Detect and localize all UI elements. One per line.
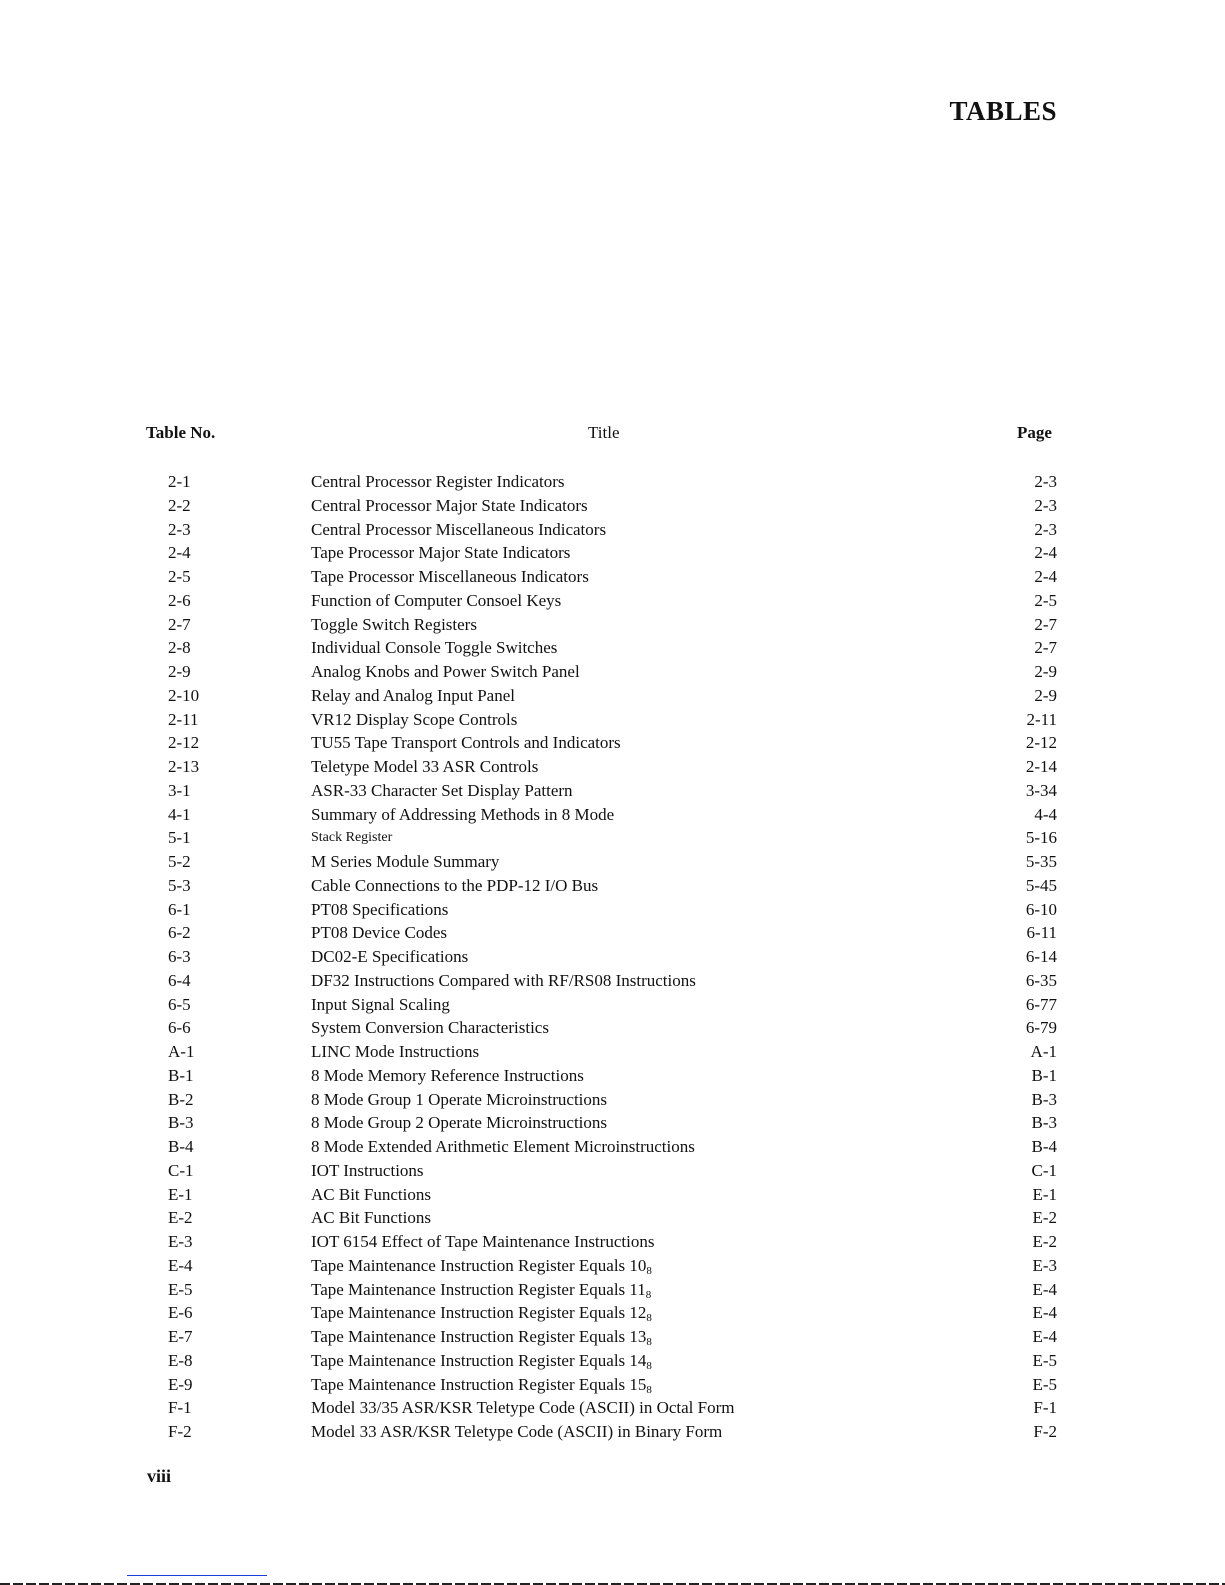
table-row: [0, 993, 1225, 1017]
table-row: [0, 565, 1225, 589]
table-row: [0, 779, 1225, 803]
table-title: [311, 874, 598, 898]
table-title-text: Summary of Addressing Methods in 8 Mode: [311, 804, 615, 824]
table-row: [0, 874, 1225, 898]
table-row: [0, 1278, 1225, 1302]
table-title-text: PT08 Device Codes: [311, 923, 447, 943]
table-number: 2-10: [168, 685, 200, 705]
table-title: [311, 1349, 652, 1373]
table-page: 2-7: [1034, 614, 1057, 634]
table-number: B-1: [168, 1065, 194, 1085]
table-row: [0, 660, 1225, 684]
table-row: [0, 1206, 1225, 1230]
table-title-text: System Conversion Characteristics: [311, 1018, 549, 1038]
octal-subscript: 8: [645, 1288, 652, 1301]
table-title: [311, 1135, 695, 1159]
table-title-text: Central Processor Miscellaneous Indicators: [311, 519, 607, 539]
table-title: [311, 898, 448, 922]
table-row: [0, 1396, 1225, 1420]
table-title-text: M Series Module Summary: [311, 852, 500, 871]
table-title: [311, 731, 621, 755]
table-page: 2-7: [1034, 638, 1057, 658]
table-row: [0, 708, 1225, 732]
table-number: 5-2: [168, 852, 191, 871]
table-row: [0, 1254, 1225, 1278]
table-number: 6-2: [168, 923, 191, 943]
table-title-text: Tape Maintenance Instruction Register Equals 11: [311, 1279, 646, 1299]
table-page: E-5: [1032, 1374, 1057, 1394]
octal-subscript: 8: [646, 1312, 652, 1325]
table-title: [311, 993, 450, 1017]
table-number: 5-3: [168, 875, 191, 895]
table-title-text: 8 Mode Memory Reference Instructions: [311, 1065, 584, 1085]
table-page: 5-16: [1025, 828, 1057, 848]
table-row: [0, 684, 1225, 708]
table-list: [0, 470, 1225, 1444]
table-number: 2-4: [168, 543, 191, 563]
table-title-text: Tape Processor Major State Indicators: [311, 543, 571, 563]
table-title: [311, 1159, 424, 1183]
table-page: B-3: [1031, 1113, 1057, 1133]
table-number: 2-7: [168, 614, 191, 634]
table-title: [311, 613, 477, 637]
table-row: [0, 1183, 1225, 1207]
table-title: [311, 1040, 479, 1064]
table-page: 2-4: [1034, 567, 1057, 586]
table-number: B-3: [168, 1113, 194, 1133]
page-heading: TABLES: [949, 96, 1057, 126]
table-title: [311, 945, 468, 969]
table-number: 6-3: [168, 947, 191, 966]
table-title-text: Tape Maintenance Instruction Register Equals 13: [311, 1327, 647, 1346]
table-page: 6-10: [1025, 899, 1057, 919]
table-title-text: DF32 Instructions Compared with RF/RS08 Instructions: [311, 970, 696, 990]
table-row: [0, 1040, 1225, 1064]
table-page: 2-14: [1025, 757, 1057, 776]
table-row: [0, 803, 1225, 827]
table-title-text: 8 Mode Group 2 Operate Microinstructions: [311, 1113, 608, 1133]
column-header-table-no: Table No.: [146, 423, 216, 442]
table-number: E-1: [168, 1184, 193, 1204]
table-title: [311, 494, 588, 518]
table-row: [0, 1349, 1225, 1373]
table-row: [0, 1159, 1225, 1183]
page-number: viii: [147, 1466, 172, 1486]
table-number: E-2: [168, 1208, 193, 1228]
table-title: [311, 850, 499, 874]
octal-subscript: 8: [646, 1383, 652, 1396]
table-number: 2-11: [168, 709, 199, 729]
table-page: 6-77: [1025, 994, 1057, 1014]
table-title-text: Tape Processor Miscellaneous Indicators: [311, 567, 589, 586]
table-title: [311, 1230, 654, 1254]
table-row: [0, 850, 1225, 874]
table-title-text: Stack Register: [311, 830, 393, 846]
table-number: 4-1: [168, 804, 191, 824]
table-row: [0, 636, 1225, 660]
table-page: F-2: [1033, 1422, 1057, 1441]
table-title-text: Central Processor Major State Indicators: [311, 495, 588, 515]
table-title: [311, 1278, 651, 1302]
table-page: 2-9: [1034, 662, 1057, 681]
table-title-text: Central Processor Register Indicators: [311, 472, 565, 491]
table-number: 2-9: [168, 662, 191, 681]
table-page: B-1: [1031, 1065, 1057, 1085]
table-number: 2-1: [168, 472, 191, 491]
table-row: [0, 1016, 1225, 1040]
table-title: [311, 1064, 584, 1088]
table-title-text: Teletype Model 33 ASR Controls: [311, 757, 539, 776]
table-number: E-6: [168, 1303, 193, 1323]
table-page: E-4: [1032, 1279, 1057, 1299]
table-title: [311, 1420, 722, 1444]
scan-artifact-line: [127, 1575, 267, 1576]
table-page: E-4: [1032, 1327, 1057, 1346]
table-title: [311, 636, 557, 660]
table-title: [311, 803, 614, 827]
table-number: C-1: [168, 1160, 194, 1180]
table-row: [0, 826, 1225, 850]
table-title-text: DC02-E Specifications: [311, 947, 469, 966]
table-page: 6-14: [1025, 947, 1057, 966]
table-page: 2-3: [1034, 495, 1057, 515]
column-header-page: Page: [1017, 423, 1052, 442]
table-title: [311, 1373, 652, 1397]
table-page: 2-9: [1034, 685, 1057, 705]
table-page: 6-35: [1025, 970, 1057, 990]
table-row: [0, 1088, 1225, 1112]
table-page: 2-11: [1026, 709, 1057, 729]
table-title-text: Tape Maintenance Instruction Register Equals 15: [311, 1374, 647, 1394]
table-number: E-5: [168, 1279, 193, 1299]
table-number: 6-5: [168, 994, 191, 1014]
table-title-text: VR12 Display Scope Controls: [311, 709, 518, 729]
table-number: E-3: [168, 1232, 193, 1251]
table-title: [311, 684, 515, 708]
table-number: F-1: [168, 1398, 192, 1418]
table-title: [311, 660, 580, 684]
table-title-text: 8 Mode Group 1 Operate Microinstructions: [311, 1089, 608, 1109]
table-page: E-3: [1032, 1255, 1057, 1275]
table-page: 4-4: [1034, 804, 1057, 824]
table-row: [0, 945, 1225, 969]
table-title: [311, 1111, 607, 1135]
table-page: E-2: [1032, 1208, 1057, 1228]
table-title-text: Function of Computer Consoel Keys: [311, 590, 562, 610]
table-row: [0, 969, 1225, 993]
table-title: [311, 1301, 652, 1325]
table-page: 2-4: [1034, 543, 1057, 563]
table-title: [311, 565, 589, 589]
table-row: [0, 1064, 1225, 1088]
table-row: [0, 494, 1225, 518]
table-number: 2-2: [168, 495, 191, 515]
table-title-text: 8 Mode Extended Arithmetic Element Microinstructions: [311, 1137, 695, 1156]
table-number: 2-6: [168, 590, 191, 610]
table-page: 6-79: [1025, 1018, 1057, 1038]
table-row: [0, 921, 1225, 945]
table-row: [0, 1325, 1225, 1349]
table-title-text: Tape Maintenance Instruction Register Equals 12: [311, 1303, 647, 1323]
table-title-text: Model 33/35 ASR/KSR Teletype Code (ASCII) in Octal Form: [311, 1398, 735, 1418]
octal-subscript: 8: [646, 1336, 652, 1348]
table-row: [0, 470, 1225, 494]
table-number: 3-1: [168, 780, 191, 800]
table-row: [0, 589, 1225, 613]
table-title: [311, 541, 570, 565]
table-number: 6-1: [168, 899, 191, 919]
table-title-text: Input Signal Scaling: [311, 994, 450, 1014]
table-page: C-1: [1031, 1160, 1057, 1180]
table-number: E-4: [168, 1255, 193, 1275]
table-title: [311, 1325, 652, 1349]
table-title-text: IOT 6154 Effect of Tape Maintenance Instructions: [311, 1232, 655, 1251]
table-title-text: LINC Mode Instructions: [311, 1042, 480, 1061]
table-row: [0, 731, 1225, 755]
table-row: [0, 1135, 1225, 1159]
table-title: [311, 1396, 734, 1420]
table-number: 5-1: [168, 828, 191, 848]
table-number: E-8: [168, 1350, 193, 1370]
table-row: [0, 755, 1225, 779]
table-title: [311, 779, 573, 803]
table-title-text: AC Bit Functions: [311, 1208, 431, 1228]
table-row: [0, 1111, 1225, 1135]
table-number: F-2: [168, 1422, 192, 1441]
table-row: [0, 1230, 1225, 1254]
table-number: 2-12: [168, 733, 200, 753]
table-page: F-1: [1033, 1398, 1057, 1418]
table-page: E-2: [1032, 1232, 1057, 1251]
table-title: [311, 969, 696, 993]
table-title: [311, 1088, 607, 1112]
table-title: [311, 1206, 431, 1230]
table-number: E-9: [168, 1374, 193, 1394]
table-title-text: IOT Instructions: [311, 1160, 424, 1180]
table-title-text: ASR-33 Character Set Display Pattern: [311, 780, 573, 800]
table-title: [311, 921, 447, 945]
table-number: E-7: [168, 1327, 193, 1346]
table-number: A-1: [168, 1042, 195, 1061]
table-page: 6-11: [1026, 923, 1057, 943]
table-number: B-2: [168, 1089, 194, 1109]
table-number: 6-6: [168, 1018, 191, 1038]
table-row: [0, 541, 1225, 565]
table-title-text: Toggle Switch Registers: [311, 614, 477, 634]
table-page: E-1: [1032, 1184, 1057, 1204]
table-page: 2-3: [1034, 519, 1057, 539]
octal-subscript: 8: [646, 1359, 652, 1372]
table-title-text: PT08 Specifications: [311, 899, 449, 919]
table-row: [0, 1301, 1225, 1325]
table-page: A-1: [1030, 1042, 1057, 1061]
column-header-title: Title: [588, 423, 620, 442]
octal-subscript: 8: [646, 1264, 652, 1277]
table-title: [311, 1183, 431, 1207]
table-page: 2-12: [1025, 733, 1057, 753]
table-number: 2-13: [168, 757, 200, 776]
table-title: [311, 755, 538, 779]
table-page: E-4: [1032, 1303, 1057, 1323]
table-row: [0, 1373, 1225, 1397]
table-title-text: TU55 Tape Transport Controls and Indicators: [311, 733, 621, 753]
table-page: 5-35: [1025, 852, 1057, 871]
table-title-text: Individual Console Toggle Switches: [311, 638, 558, 658]
table-number: 2-3: [168, 519, 191, 539]
table-title: [311, 589, 561, 613]
table-page: 5-45: [1025, 875, 1057, 895]
table-page: 2-5: [1034, 590, 1057, 610]
table-number: B-4: [168, 1137, 194, 1156]
table-page: E-5: [1032, 1350, 1057, 1370]
table-title-text: Relay and Analog Input Panel: [311, 685, 515, 705]
table-number: 2-5: [168, 567, 191, 586]
table-row: [0, 613, 1225, 637]
table-title-text: Tape Maintenance Instruction Register Equals 10: [311, 1255, 647, 1275]
table-title-text: Model 33 ASR/KSR Teletype Code (ASCII) in Binary Form: [311, 1422, 723, 1441]
table-page: B-3: [1031, 1089, 1057, 1109]
table-title-text: AC Bit Functions: [311, 1184, 431, 1204]
table-number: 2-8: [168, 638, 191, 658]
table-title-text: Cable Connections to the PDP-12 I/O Bus: [311, 875, 599, 895]
table-title: [311, 708, 517, 732]
table-page: B-4: [1031, 1137, 1057, 1156]
table-number: 6-4: [168, 970, 191, 990]
table-page: 3-34: [1025, 780, 1057, 800]
table-row: [0, 1420, 1225, 1444]
table-title: [311, 826, 392, 850]
table-title: [311, 470, 565, 494]
table-title: [311, 1254, 652, 1278]
table-page: 2-3: [1034, 472, 1057, 491]
table-title-text: Analog Knobs and Power Switch Panel: [311, 662, 580, 681]
table-row: [0, 518, 1225, 542]
table-title: [311, 1016, 549, 1040]
table-title: [311, 518, 606, 542]
table-title-text: Tape Maintenance Instruction Register Equals 14: [311, 1350, 647, 1370]
table-row: [0, 898, 1225, 922]
